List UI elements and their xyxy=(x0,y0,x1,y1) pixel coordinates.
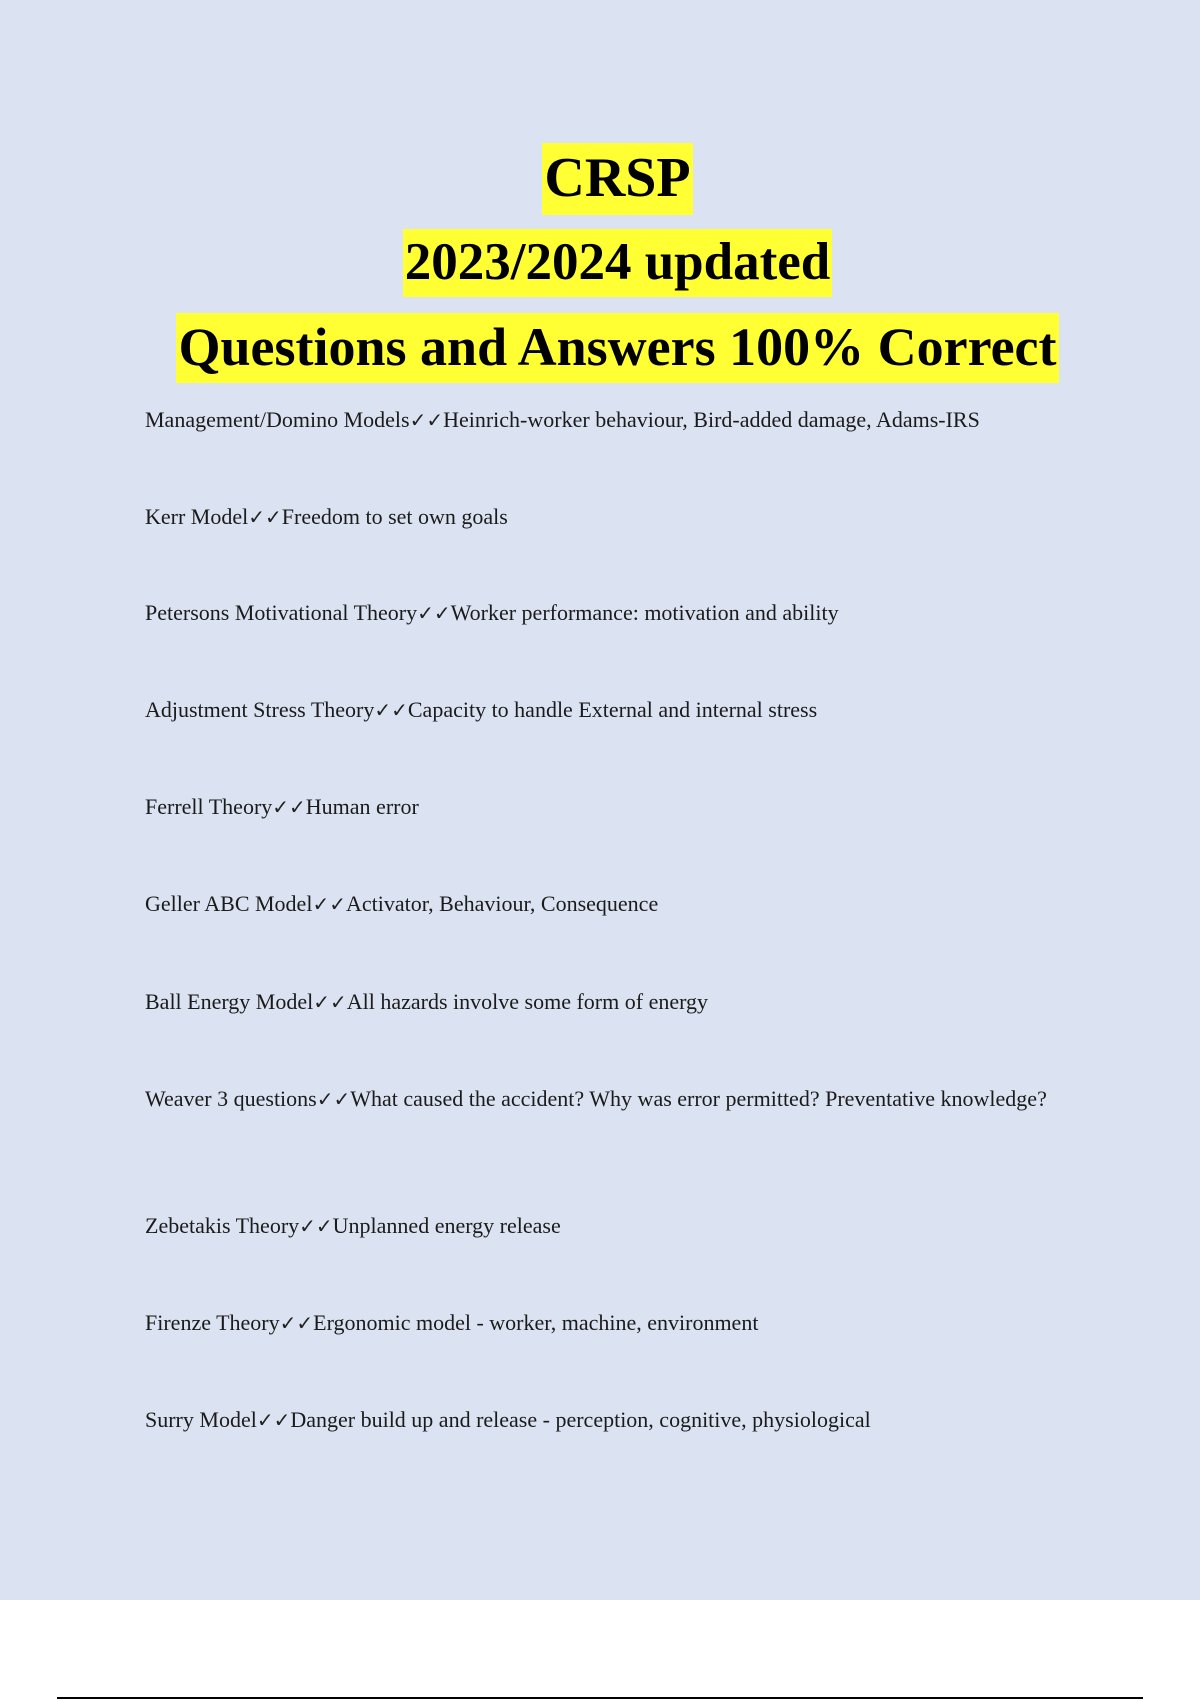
qa-item xyxy=(145,695,1085,725)
qa-term: Ferrell Theory xyxy=(145,794,273,819)
qa-definition: Danger build up and release - perception, cognitive, physiological xyxy=(290,1407,871,1432)
checkmark-icon: ✓✓ xyxy=(409,408,444,432)
qa-item xyxy=(145,405,1085,435)
qa-item xyxy=(145,1084,1085,1114)
qa-term: Zebetakis Theory xyxy=(145,1213,300,1238)
checkmark-icon: ✓✓ xyxy=(279,1311,314,1335)
qa-item xyxy=(145,1405,1085,1435)
qa-term: Geller ABC Model xyxy=(145,891,313,916)
qa-item xyxy=(145,502,1085,532)
qa-term: Management/Domino Models xyxy=(145,407,410,432)
qa-term: Ball Energy Model xyxy=(145,989,314,1014)
title-line-1 xyxy=(0,147,1200,209)
qa-term: Adjustment Stress Theory xyxy=(145,697,375,722)
checkmark-icon: ✓✓ xyxy=(248,505,282,529)
qa-definition: All hazards involve some form of energy xyxy=(346,989,709,1014)
qa-definition: Activator, Behaviour, Consequence xyxy=(345,891,659,916)
qa-item xyxy=(145,598,1085,628)
qa-term: Petersons Motivational Theory xyxy=(145,600,418,625)
qa-item xyxy=(145,889,1085,919)
qa-definition: Worker performance: motivation and ability xyxy=(450,600,839,625)
qa-term: Weaver 3 questions xyxy=(145,1086,317,1111)
qa-definition: Ergonomic model - worker, machine, environment xyxy=(313,1310,759,1335)
qa-definition: Heinrich-worker behaviour, Bird-added damage, Adams-IRS xyxy=(443,407,980,432)
checkmark-icon: ✓✓ xyxy=(256,1408,291,1432)
qa-item xyxy=(145,792,1085,822)
title-line-2-text: 2023/2024 updated xyxy=(403,229,833,297)
qa-definition: Human error xyxy=(305,794,419,819)
qa-term: Kerr Model xyxy=(145,504,249,529)
footer-divider xyxy=(57,1697,1143,1699)
checkmark-icon: ✓✓ xyxy=(316,1087,351,1111)
document-title xyxy=(0,140,1200,377)
title-line-3 xyxy=(0,317,1200,377)
checkmark-icon: ✓✓ xyxy=(417,601,451,625)
checkmark-icon: ✓✓ xyxy=(312,892,346,916)
checkmark-icon: ✓✓ xyxy=(313,990,347,1014)
title-line-2 xyxy=(0,233,1200,291)
qa-item xyxy=(145,1211,1085,1241)
qa-term: Firenze Theory xyxy=(145,1310,280,1335)
qa-item xyxy=(145,1308,1085,1338)
qa-definition: What caused the accident? Why was error permitted? Preventative knowledge? xyxy=(350,1086,1047,1111)
title-line-3-text: Questions and Answers 100% Correct xyxy=(176,313,1058,383)
qa-definition: Freedom to set own goals xyxy=(281,504,508,529)
title-line-1-text: CRSP xyxy=(542,143,692,215)
qa-definition: Unplanned energy release xyxy=(332,1213,561,1238)
checkmark-icon: ✓✓ xyxy=(272,795,306,819)
checkmark-icon: ✓✓ xyxy=(374,698,408,722)
checkmark-icon: ✓✓ xyxy=(299,1214,333,1238)
qa-term: Surry Model xyxy=(145,1407,257,1432)
qa-item xyxy=(145,987,1085,1017)
qa-definition: Capacity to handle External and internal stress xyxy=(407,697,818,722)
